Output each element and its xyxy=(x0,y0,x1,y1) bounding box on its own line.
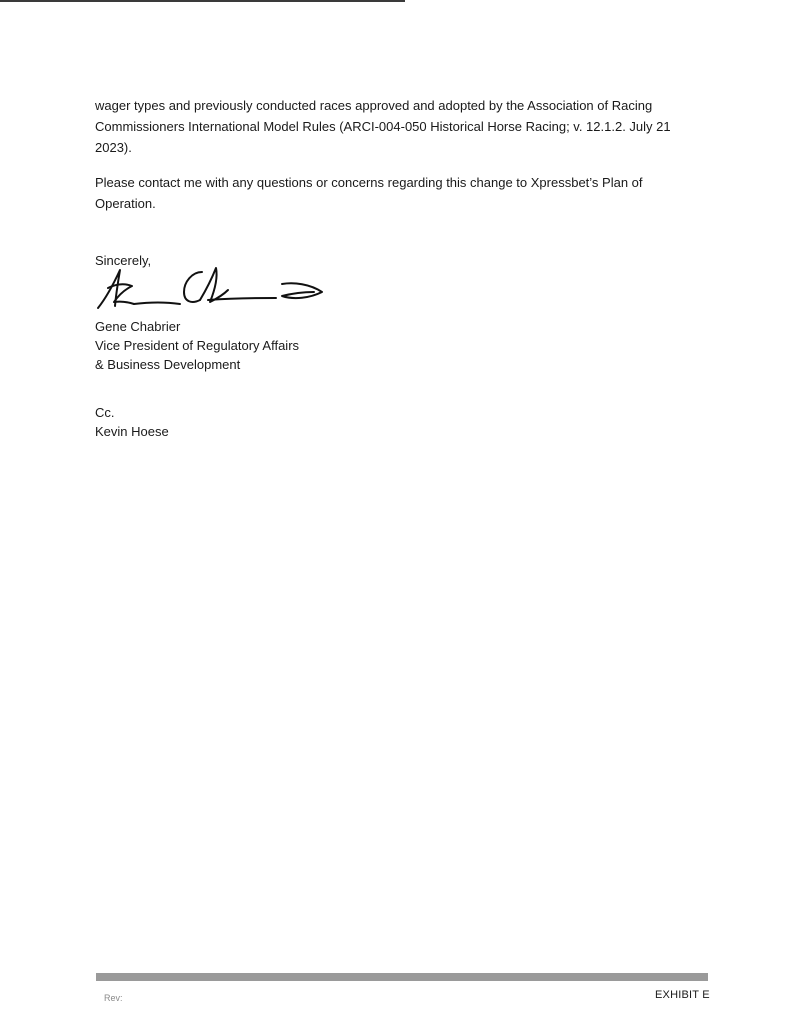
footer-bar xyxy=(96,973,708,981)
cc-label: Cc. xyxy=(95,405,115,420)
top-edge-rule xyxy=(0,0,405,2)
cc-block xyxy=(95,403,169,441)
signer-title-line-1: Vice President of Regulatory Affairs xyxy=(95,338,300,353)
body-paragraph-1: wager types and previously conducted races approved and adopted by the Association of Racing Commissioners International Model Rules (ARCI-004-050 Historical Horse Racing; v. 12.1.2. July 21 2023). xyxy=(95,98,671,155)
handwritten-signature xyxy=(88,258,333,318)
signer-title-line-2: & Business Development xyxy=(95,357,241,372)
closing-salutation: Sincerely, xyxy=(95,253,152,268)
cc-name: Kevin Hoese xyxy=(95,424,169,439)
signer-name: Gene Chabrier xyxy=(95,319,181,334)
signer-block xyxy=(95,317,299,374)
footer-exhibit-label: EXHIBIT E xyxy=(655,989,710,1001)
body-paragraph-2: Please contact me with any questions or concerns regarding this change to Xpressbet’s Plan of Operation. xyxy=(95,175,643,211)
footer-rev-label: Rev: xyxy=(104,993,123,1003)
